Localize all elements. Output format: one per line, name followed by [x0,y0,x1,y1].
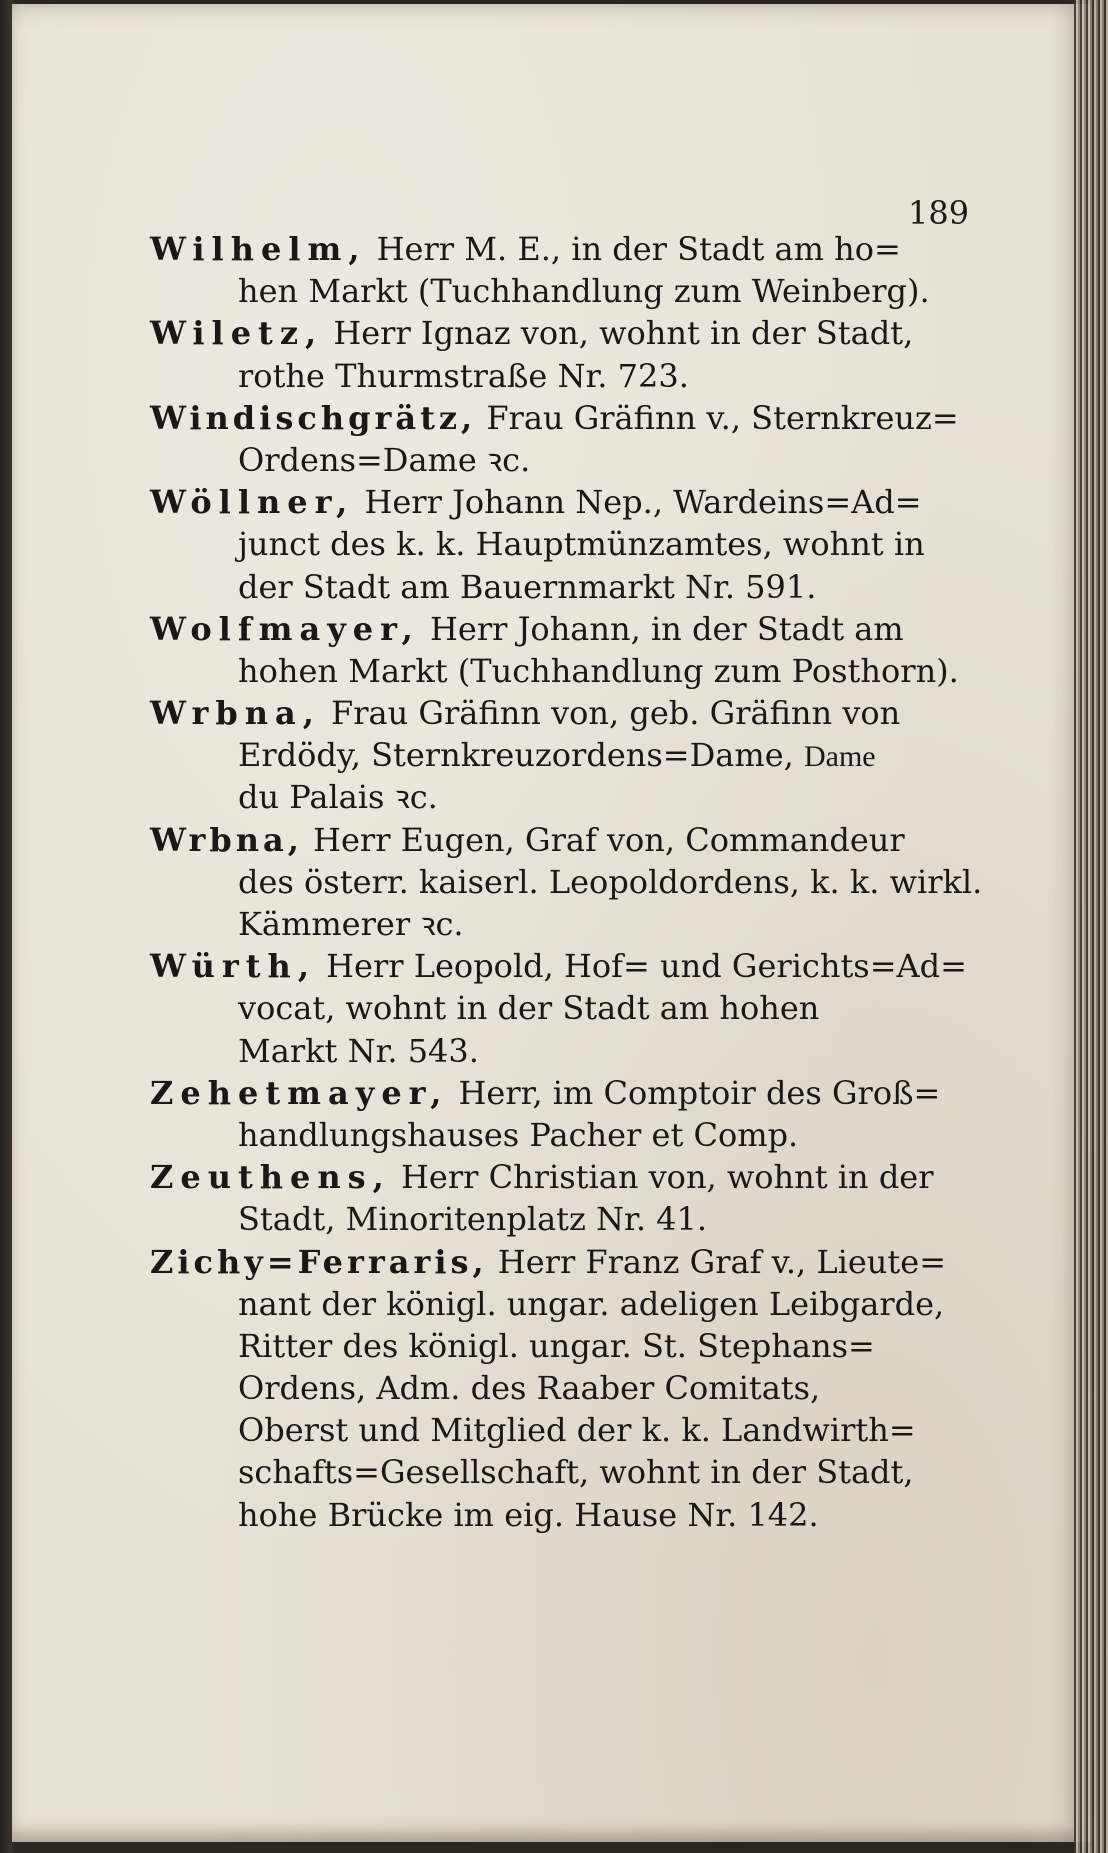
entry-woellner [150,481,960,608]
entry-text: rothe Thurmstraße Nr. 723. [238,356,689,395]
entry-wilhelm [150,228,960,312]
entry-text: Herr Ignaz von, wohnt in der Stadt, [333,314,914,353]
entry-name: Wilhelm, [150,230,367,268]
entry-zichy-ferraris [150,1241,960,1536]
entry-text: du Palais ꝛc. [238,778,438,817]
entry-text: Stadt, Minoritenplatz Nr. 41. [238,1200,708,1239]
entry-wrbna-herr [150,819,983,946]
entry-text: Herr M. E., in der Stadt am ho= [376,230,901,268]
entry-text: Herr Eugen, Graf von, Commandeur [313,820,905,859]
entry-text: hohe Brücke im eig. Hause Nr. 142. [238,1495,819,1534]
entry-wiletz [150,312,960,396]
entry-name: Zichy=Ferraris, [150,1242,488,1281]
entry-wuerth [150,945,967,1072]
page-edges [1074,0,1108,1853]
entry-text: Herr Franz Graf v., Lieute= [497,1242,947,1281]
entry-zehetmayer [150,1072,960,1156]
entry-text: Herr, im Comptoir des Groß= [458,1073,941,1112]
entry-name: Zehetmayer, [150,1073,449,1112]
entry-name: Windischgrätz, [150,398,477,437]
entry-text: Oberst und Mitglied der k. k. Landwirth= [238,1411,916,1450]
entry-text: handlungshauses Pacher et Comp. [238,1115,799,1154]
entry-text: Ordens, Adm. des Raaber Comitats, [238,1369,821,1408]
entry-text: Kämmerer ꝛc. [238,905,464,943]
entry-text: des österr. kaiserl. Leopoldordens, k. k. wirkl. [238,862,983,901]
entry-text: Herr Johann Nep., Wardeins=Ad= [364,483,922,522]
entry-name: Wrbna, [150,694,321,733]
entry-text: Ritter des königl. ungar. St. Stephans= [238,1326,875,1365]
entry-text: Markt Nr. 543. [238,1031,479,1070]
entry-text: Herr Leopold, Hof= und Gerichts=Ad= [326,947,967,986]
entry-name: Wiletz, [150,314,324,353]
entry-name: Wrbna, [150,820,303,859]
entry-wrbna-frau [150,692,960,819]
page-number: 189 [908,194,970,232]
entry-text-antiqua: Dame [803,740,876,774]
entry-text: schafts=Gesellschaft, wohnt in der Stadt, [238,1453,914,1492]
entry-name: Wolfmayer, [150,609,420,648]
entry-name: Wöllner, [150,483,355,522]
entry-text: Frau Gräfinn von, geb. Gräfinn von [331,694,901,733]
entry-text: hen Markt (Tuchhandlung zum Weinberg). [238,272,930,311]
entry-name: Würth, [150,947,316,986]
entry-text: nant der königl. ungar. adeligen Leibgarde, [238,1284,945,1323]
entry-windischgraetz [150,397,960,481]
entry-text: junct des k. k. Hauptmünzamtes, wohnt in [238,525,925,564]
entry-text: der Stadt am Bauernmarkt Nr. 591. [238,567,817,606]
entry-text: vocat, wohnt in der Stadt am hohen [238,989,820,1028]
entry-name: Zeuthens, [150,1158,391,1197]
entry-text: Ordens=Dame ꝛc. [238,440,531,479]
entry-wolfmayer [150,608,960,692]
directory-entries [150,228,983,1536]
entry-text: hohen Markt (Tuchhandlung zum Posthorn). [238,651,959,690]
entry-text: Erdödy, Sternkreuzordens=Dame, [238,736,794,775]
entry-text: Frau Gräfinn v., Sternkreuz= [486,398,959,437]
entry-zeuthens [150,1156,960,1240]
entry-text: Herr Christian von, wohnt in der [400,1158,934,1197]
entry-text: Herr Johann, in der Stadt am [429,609,904,648]
